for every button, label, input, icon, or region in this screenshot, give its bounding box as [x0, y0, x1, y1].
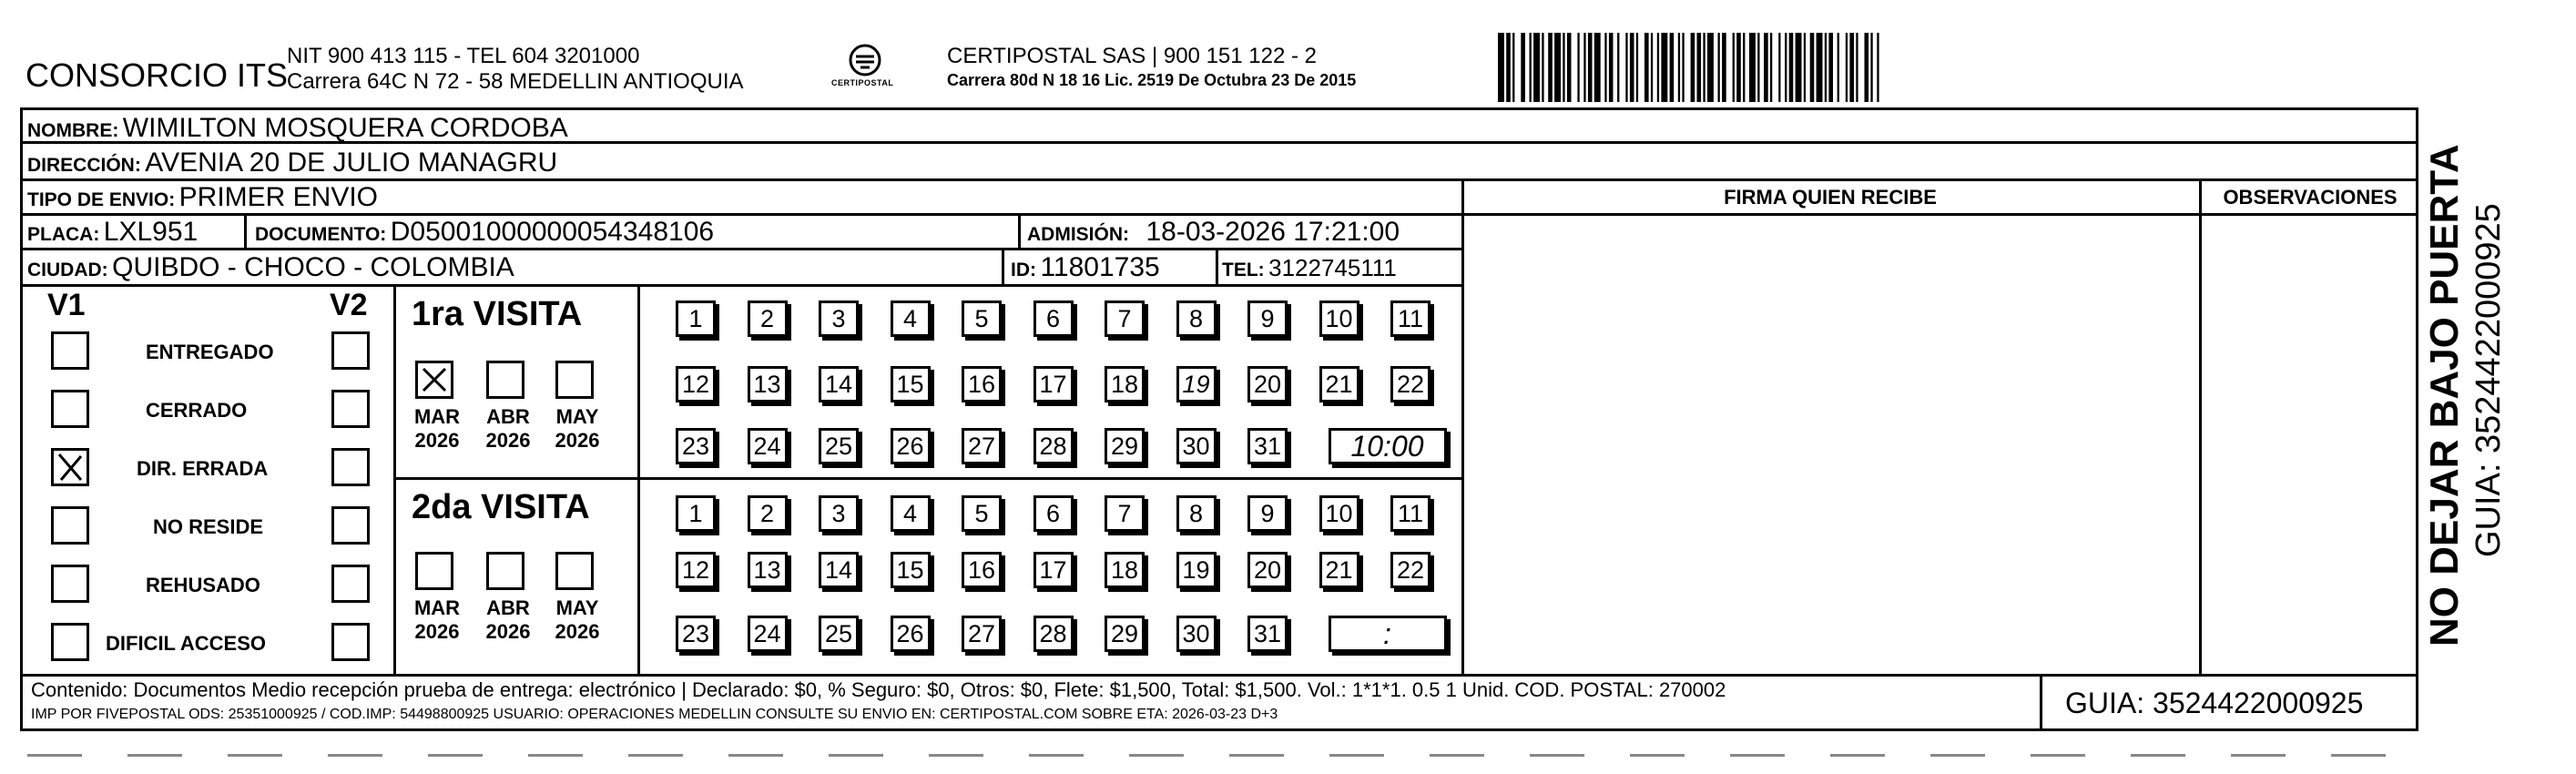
day-box[interactable]: 12 — [676, 552, 716, 588]
year-label: 2026 — [485, 429, 531, 452]
day-box[interactable]: 28 — [1033, 616, 1074, 652]
tel-value: 3122745111 — [1268, 254, 1397, 281]
v2-label: V2 — [330, 288, 368, 322]
v1-checkbox[interactable] — [51, 331, 89, 370]
day-box[interactable]: 14 — [819, 366, 859, 402]
footer-line1: Contenido: Documentos Medio recepción prueba de entrega: electrónico | Declarado: $0, % Seguro: $0, Otros: $0, Flete: $1,500, Total: $1,500. Vol.: 1*1*1. 0.5 1 Unid. COD. POSTAL: 270002 — [31, 678, 1726, 701]
day-box[interactable]: 14 — [819, 552, 859, 588]
status-label: ENTREGADO — [146, 341, 274, 363]
direccion-field — [27, 148, 557, 178]
month-checkbox[interactable] — [486, 361, 524, 399]
day-box[interactable]: 17 — [1033, 366, 1074, 402]
v1-checkbox[interactable] — [51, 623, 89, 661]
footer-guia: GUIA: 3524422000925 — [2065, 687, 2364, 719]
day-box[interactable]: 15 — [891, 552, 931, 588]
day-box[interactable]: 30 — [1176, 616, 1217, 652]
day-box[interactable]: 25 — [819, 428, 859, 464]
month-label: MAR — [413, 405, 461, 428]
v2-checkbox[interactable] — [331, 331, 370, 370]
v2-checkbox[interactable] — [331, 623, 370, 661]
bottom-scan-line — [27, 754, 2395, 757]
admision-label: ADMISIÓN: — [1027, 224, 1129, 245]
month-checkbox[interactable] — [555, 552, 594, 590]
month-label: MAR — [413, 596, 461, 619]
day-box[interactable]: 29 — [1105, 616, 1145, 652]
logo-text: CERTIPOSTAL — [831, 78, 894, 87]
placa-field — [27, 217, 198, 248]
day-box[interactable]: 25 — [819, 616, 859, 652]
nombre-label: NOMBRE: — [27, 120, 119, 141]
v1-checkbox[interactable] — [51, 506, 89, 545]
day-box[interactable]: 10 — [1319, 495, 1359, 532]
documento-field — [255, 217, 714, 248]
ciudad-value: QUIBDO - CHOCO - COLOMBIA — [112, 252, 514, 282]
day-box[interactable]: 7 — [1105, 300, 1145, 337]
day-box[interactable]: 18 — [1105, 552, 1145, 588]
certipostal-line2: Carrera 80d N 18 16 Lic. 2519 De Octubra 23 De 2015 — [947, 71, 1357, 89]
day-box[interactable]: 6 — [1033, 495, 1074, 532]
month-label: ABR — [486, 596, 530, 619]
day-box[interactable]: 9 — [1247, 495, 1288, 532]
year-label: 2026 — [414, 429, 460, 452]
company-address: Carrera 64C N 72 - 58 MEDELLIN ANTIOQUIA — [287, 69, 744, 94]
documento-value: D05001000000054348106 — [390, 217, 715, 247]
day-box[interactable]: 1 — [676, 495, 716, 532]
nombre-value: WIMILTON MOSQUERA CORDOBA — [122, 113, 568, 143]
day-box[interactable]: 10 — [1319, 300, 1359, 337]
id-field — [1011, 252, 1160, 283]
tipo-envio-label: TIPO DE ENVIO: — [27, 189, 176, 210]
month-checkbox[interactable] — [415, 361, 453, 399]
v2-checkbox[interactable] — [331, 565, 370, 603]
month-label: MAY — [555, 596, 599, 619]
company-name: CONSORCIO ITS — [25, 56, 289, 94]
certipostal-line1: CERTIPOSTAL SAS | 900 151 122 - 2 — [947, 44, 1317, 68]
day-box[interactable]: 16 — [962, 366, 1002, 402]
day-box[interactable]: 28 — [1033, 428, 1074, 464]
v1-checkbox[interactable] — [51, 390, 89, 428]
direccion-value: AVENIA 20 DE JULIO MANAGRU — [145, 148, 558, 178]
tel-label: TEL: — [1222, 260, 1265, 280]
tipo-envio-value: PRIMER ENVIO — [178, 182, 379, 212]
status-label: CERRADO — [146, 399, 248, 422]
nit-line: NIT 900 413 115 - TEL 604 3201000 — [287, 44, 640, 68]
time-box[interactable]: 10:00 — [1329, 428, 1447, 464]
year-label: 2026 — [555, 620, 600, 643]
day-box[interactable]: 23 — [676, 428, 716, 464]
v1-checkbox[interactable] — [51, 565, 89, 603]
direccion-label: DIRECCIÓN: — [27, 155, 141, 176]
v1-checkbox[interactable] — [51, 448, 89, 486]
day-box[interactable]: 5 — [962, 300, 1002, 337]
day-box[interactable]: 5 — [962, 495, 1002, 532]
day-box[interactable]: 27 — [962, 616, 1002, 652]
time-box[interactable]: : — [1329, 616, 1447, 652]
visit1-title: 1ra VISITA — [412, 295, 583, 333]
day-box[interactable]: 17 — [1033, 552, 1074, 588]
month-checkbox[interactable] — [415, 552, 453, 590]
id-value: 11801735 — [1040, 252, 1160, 282]
placa-value: LXL951 — [103, 217, 199, 247]
year-label: 2026 — [485, 620, 531, 643]
status-label: DIR. ERRADA — [137, 457, 269, 480]
year-label: 2026 — [414, 620, 460, 643]
day-box[interactable]: 16 — [962, 552, 1002, 588]
v2-checkbox[interactable] — [331, 448, 370, 486]
admision-value: 18-03-2026 17:21:00 — [1145, 217, 1400, 247]
day-box[interactable]: 20 — [1247, 552, 1288, 588]
day-box[interactable]: 19 — [1176, 552, 1217, 588]
visit2-title: 2da VISITA — [412, 488, 590, 526]
status-label: NO RESIDE — [153, 515, 264, 538]
day-box[interactable]: 21 — [1319, 366, 1359, 402]
month-checkbox[interactable] — [555, 361, 594, 399]
barcode — [1498, 33, 2226, 102]
day-box[interactable]: 8 — [1176, 300, 1217, 337]
day-box[interactable]: 29 — [1105, 428, 1145, 464]
day-box[interactable]: 24 — [748, 616, 788, 652]
day-box[interactable]: 3 — [819, 495, 859, 532]
month-label: ABR — [486, 405, 530, 428]
day-box[interactable]: 13 — [748, 366, 788, 402]
day-box[interactable]: 31 — [1247, 428, 1288, 464]
day-box[interactable]: 11 — [1390, 495, 1431, 532]
day-box[interactable]: 19 — [1176, 366, 1217, 402]
day-box[interactable]: 26 — [891, 616, 931, 652]
v2-checkbox[interactable] — [331, 506, 370, 545]
month-checkbox[interactable] — [486, 552, 524, 590]
day-box[interactable]: 21 — [1319, 552, 1359, 588]
day-box[interactable]: 22 — [1390, 552, 1431, 588]
year-label: 2026 — [555, 429, 600, 452]
day-box[interactable]: 9 — [1247, 300, 1288, 337]
month-label: MAY — [555, 405, 599, 428]
ciudad-field — [27, 252, 514, 283]
ciudad-label: CIUDAD: — [27, 260, 108, 280]
day-box[interactable]: 2 — [748, 300, 788, 337]
day-box[interactable]: 15 — [891, 366, 931, 402]
day-box[interactable]: 6 — [1033, 300, 1074, 337]
day-box[interactable]: 24 — [748, 428, 788, 464]
firma-header: FIRMA QUIEN RECIBE — [1724, 186, 1937, 209]
admision-field — [1027, 217, 1400, 248]
day-box[interactable]: 18 — [1105, 366, 1145, 402]
day-box[interactable]: 23 — [676, 616, 716, 652]
day-box[interactable]: 26 — [891, 428, 931, 464]
day-box[interactable]: 7 — [1105, 495, 1145, 532]
v1-label: V1 — [47, 288, 86, 322]
x-mark-icon — [418, 363, 451, 396]
day-box[interactable]: 4 — [891, 495, 931, 532]
v2-checkbox[interactable] — [331, 390, 370, 428]
day-box[interactable]: 8 — [1176, 495, 1217, 532]
day-box[interactable]: 12 — [676, 366, 716, 402]
day-box[interactable]: 2 — [748, 495, 788, 532]
day-box[interactable]: 4 — [891, 300, 931, 337]
footer-line2: IMP POR FIVEPOSTAL ODS: 25351000925 / COD.IMP: 54498800925 USUARIO: OPERACIONES MEDELLIN CONSULTE SU ENVIO EN: CERTIPOSTAL.COM SOBRE ETA: 2026-03-23 D+3 — [31, 707, 1278, 722]
status-label: REHUSADO — [146, 574, 260, 596]
observaciones-header: OBSERVACIONES — [2223, 186, 2398, 209]
tel-field — [1222, 254, 1397, 282]
day-box[interactable]: 11 — [1390, 300, 1431, 337]
no-dejar-bajo-puerta: NO DEJAR BAJO PUERTA — [2422, 144, 2467, 647]
x-mark-icon — [54, 451, 87, 484]
placa-label: PLACA: — [27, 224, 100, 245]
day-box[interactable]: 27 — [962, 428, 1002, 464]
day-box[interactable]: 1 — [676, 300, 716, 337]
side-guia: GUIA: 3524422000925 — [2469, 203, 2508, 557]
day-box[interactable]: 31 — [1247, 616, 1288, 652]
day-box[interactable]: 20 — [1247, 366, 1288, 402]
day-box[interactable]: 22 — [1390, 366, 1431, 402]
tipo-envio-field — [27, 182, 378, 213]
day-box[interactable]: 3 — [819, 300, 859, 337]
nombre-field — [27, 113, 568, 144]
documento-label: DOCUMENTO: — [255, 224, 387, 245]
status-label: DIFICIL ACCESO — [106, 632, 267, 655]
day-box[interactable]: 30 — [1176, 428, 1217, 464]
id-label: ID: — [1011, 260, 1036, 280]
day-box[interactable]: 13 — [748, 552, 788, 588]
